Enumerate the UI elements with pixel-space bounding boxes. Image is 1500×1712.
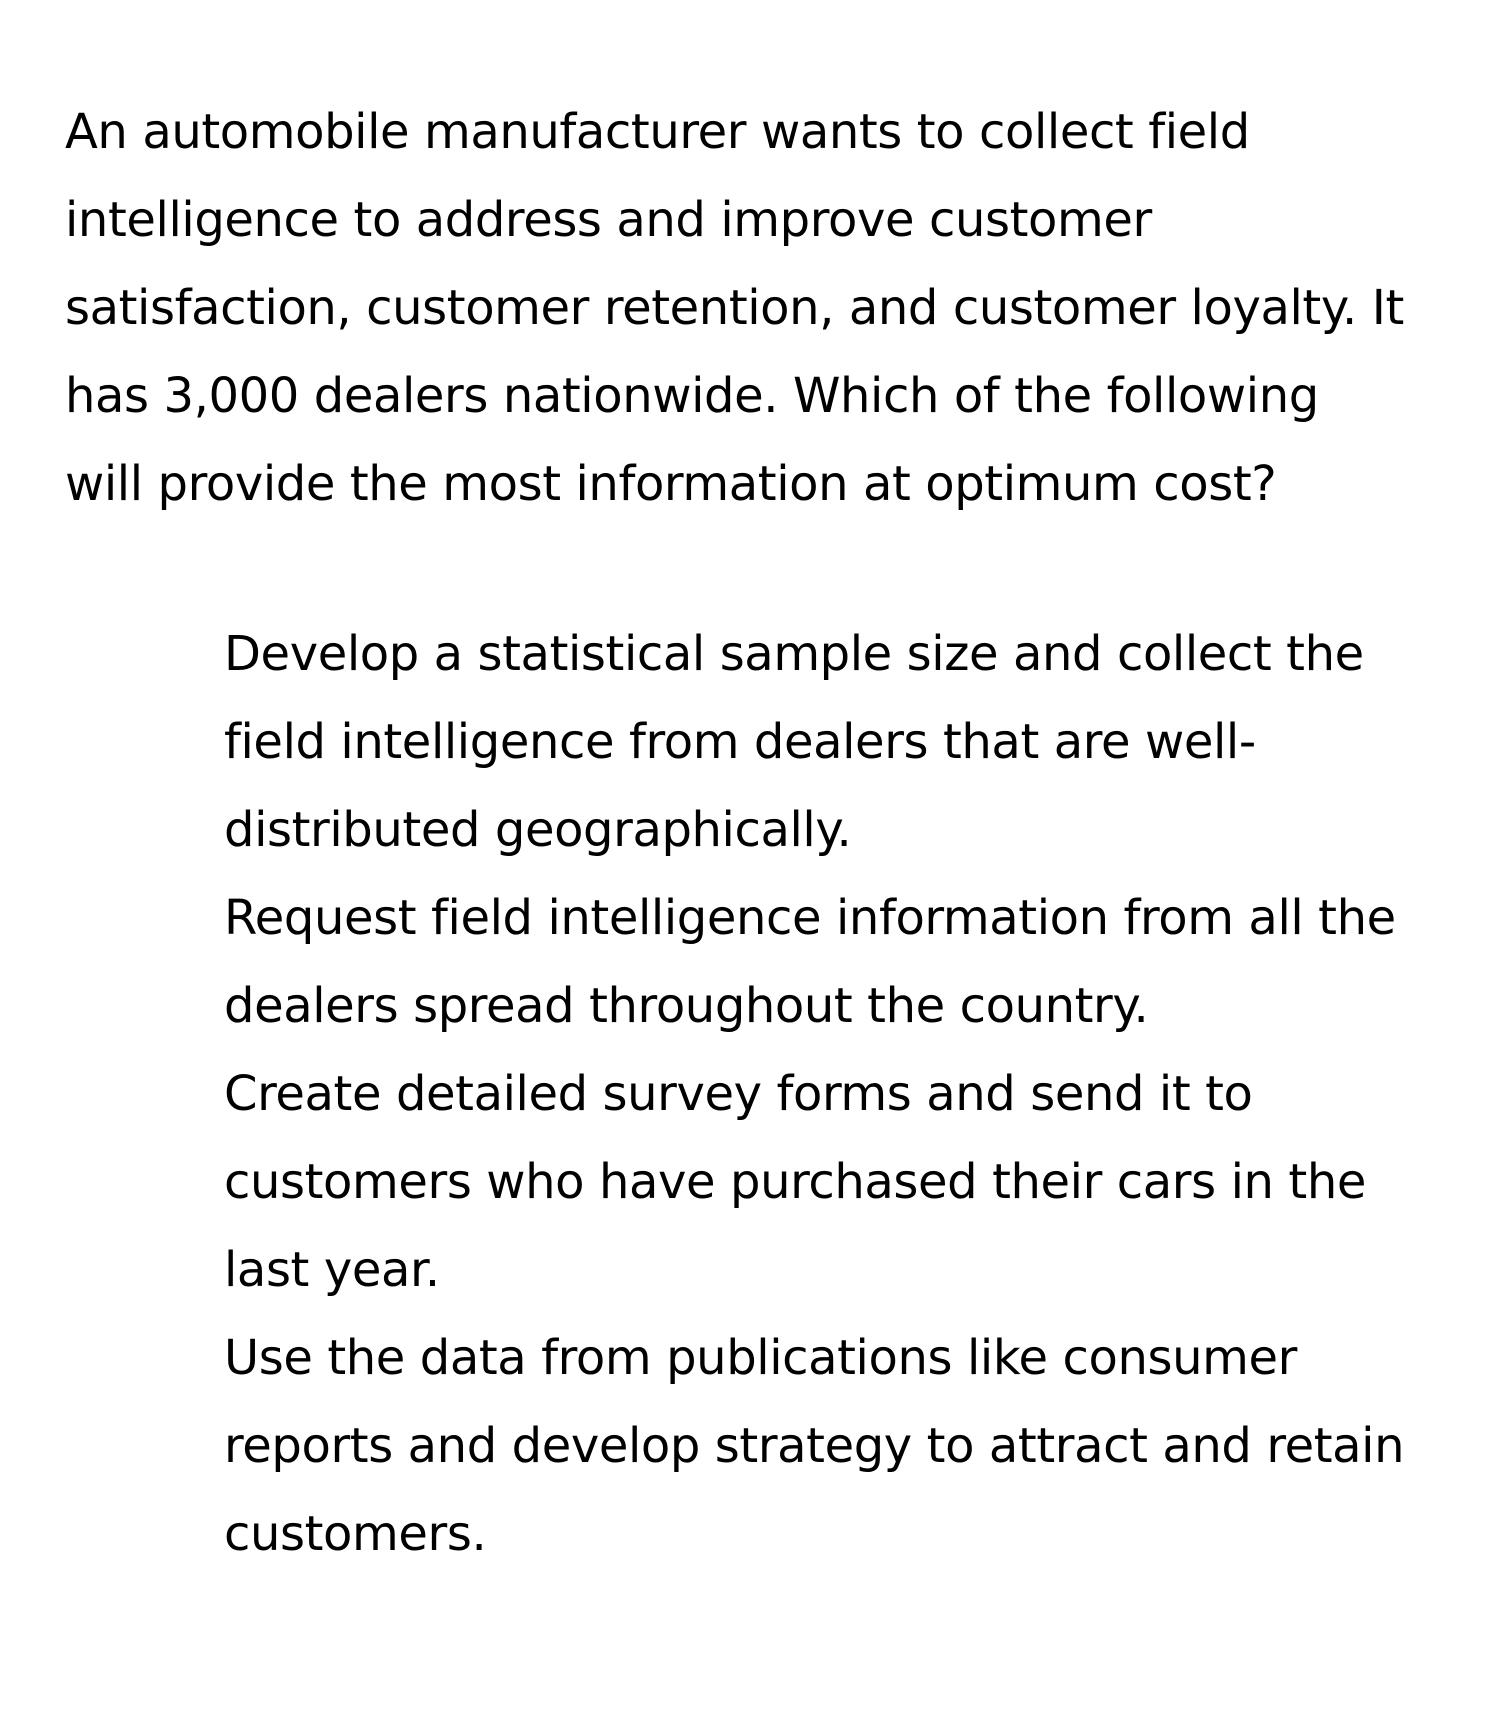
question-text: An automobile manufacturer wants to collect field intelligence to address and improve customer satisfaction, customer retention, and customer loyalty. It has 3,000 dealers nationwide. Which of the following will provide the most information at optimum cost? [65, 104, 1404, 512]
answer-option-3[interactable]: Create detailed survey forms and send it to customers who have purchased their cars in the last year. [224, 1066, 1366, 1298]
answer-option-1[interactable]: Develop a statistical sample size and collect the field intelligence from dealers that are well-distributed geographically. [224, 626, 1364, 858]
answer-option-2[interactable]: Request field intelligence information from all the dealers spread throughout the country. [224, 890, 1396, 1034]
answer-options-list [224, 610, 1424, 1578]
answer-option-4[interactable]: Use the data from publications like consumer reports and develop strategy to attract and retain customers. [224, 1330, 1405, 1562]
